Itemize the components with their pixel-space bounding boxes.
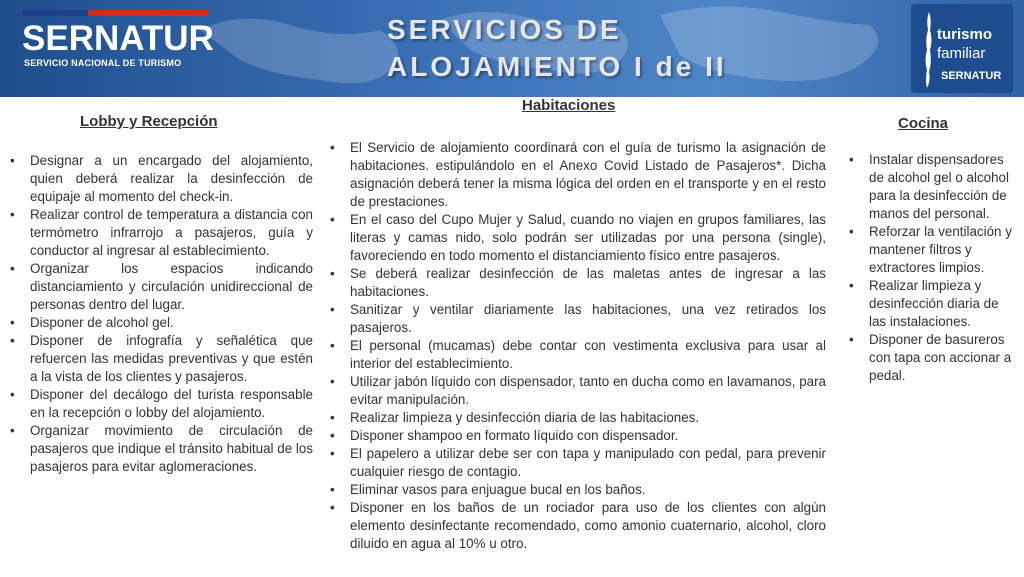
list-item: • Disponer en los baños de un rociador para uso de los clientes con algún elemento desinfectante recomendado, como amonio cuaternario, alcohol, cloro diluido en agua al 10% u otro. bbox=[326, 499, 826, 553]
list-item: • Organizar los espacios indicando distanciamiento y circulación unidireccional de personas dentro del lugar. bbox=[6, 260, 313, 314]
turismo-familiar-logo bbox=[911, 4, 1013, 93]
list-item: • Reforzar la ventilación y mantener filtros y extractores limpios. bbox=[845, 223, 1015, 277]
list-item: • Disponer de infografía y señalética que refuercen las medidas preventivas y que estén a la vista de los clientes y pasajeros. bbox=[6, 332, 313, 386]
cocina-list bbox=[845, 151, 1015, 385]
list-item: • Eliminar vasos para enjuague bucal en los baños. bbox=[326, 481, 826, 499]
page-title bbox=[387, 11, 807, 85]
list-item: • En el caso del Cupo Mujer y Salud, cuando no viajen en grupos familiares, las literas y camas nido, solo podrán ser utilizadas por una persona (single), favoreciendo en todo momento el distanciamiento físico entre pasajeros. bbox=[326, 211, 826, 265]
list-item: • El personal (mucamas) debe contar con vestimenta exclusiva para usar al interior del establecimiento. bbox=[326, 337, 826, 373]
cocina-heading: Cocina bbox=[898, 115, 949, 132]
list-item: • Realizar limpieza y desinfección diaria de las instalaciones. bbox=[845, 277, 1015, 331]
lobby-heading: Lobby y Recepción bbox=[80, 113, 218, 130]
list-item: • Disponer de basureros con tapa con accionar a pedal. bbox=[845, 331, 1015, 385]
lobby-list bbox=[6, 152, 313, 476]
list-item: • Se deberá realizar desinfección de las maletas antes de ingresar a las habitaciones. bbox=[326, 265, 826, 301]
habitaciones-heading: Habitaciones bbox=[522, 97, 616, 114]
badge-line-2: familiar bbox=[937, 45, 986, 62]
list-item: • Disponer shampoo en formato líquido con dispensador. bbox=[326, 427, 826, 445]
list-item: • Realizar limpieza y desinfección diaria de las habitaciones. bbox=[326, 409, 826, 427]
header-banner bbox=[0, 0, 1024, 97]
sernatur-logo bbox=[22, 10, 212, 75]
list-item: • El Servicio de alojamiento coordinará con el guía de turismo la asignación de habitaciones. estipulándolo en el Anexo Covid Listado de Pasajeros*. Dicha asignación deberá tener la misma lógica del orden en el transporte y en el resto de prestaciones. bbox=[326, 139, 826, 211]
badge-line-1: turismo bbox=[937, 26, 993, 43]
title-line-1: SERVICIOS DE bbox=[387, 14, 622, 45]
habitaciones-list bbox=[326, 139, 826, 553]
list-item: • Organizar movimiento de circulación de pasajeros que indique el tránsito habitual de los pasajeros para evitar aglomeraciones. bbox=[6, 422, 313, 476]
logo-name: SERNATUR bbox=[22, 19, 214, 58]
list-item: • Realizar control de temperatura a distancia con termómetro infrarrojo a pasajeros, guía y conductor al ingresar al establecimiento. bbox=[6, 206, 313, 260]
chile-map-icon bbox=[919, 10, 939, 90]
flag-stripe bbox=[22, 10, 208, 16]
logo-subtitle: SERVICIO NACIONAL DE TURISMO bbox=[24, 58, 182, 68]
list-item: • Instalar dispensadores de alcohol gel o alcohol para la desinfección de manos del personal. bbox=[845, 151, 1015, 223]
list-item: • Utilizar jabón líquido con dispensador, tanto en ducha como en lavamanos, para evitar manipulación. bbox=[326, 373, 826, 409]
list-item: • Disponer del decálogo del turista responsable en la recepción o lobby del alojamiento. bbox=[6, 386, 313, 422]
badge-line-3: SERNATUR bbox=[941, 70, 1002, 82]
list-item: • Disponer de alcohol gel. bbox=[6, 314, 313, 332]
list-item: • El papelero a utilizar debe ser con tapa y manipulado con pedal, para prevenir cualquier riesgo de contagio. bbox=[326, 445, 826, 481]
list-item: • Designar a un encargado del alojamiento, quien deberá realizar la desinfección de equipaje al momento del check-in. bbox=[6, 152, 313, 206]
list-item: • Sanitizar y ventilar diariamente las habitaciones, una vez retirados los pasajeros. bbox=[326, 301, 826, 337]
title-line-2: ALOJAMIENTO I de II bbox=[387, 51, 727, 82]
